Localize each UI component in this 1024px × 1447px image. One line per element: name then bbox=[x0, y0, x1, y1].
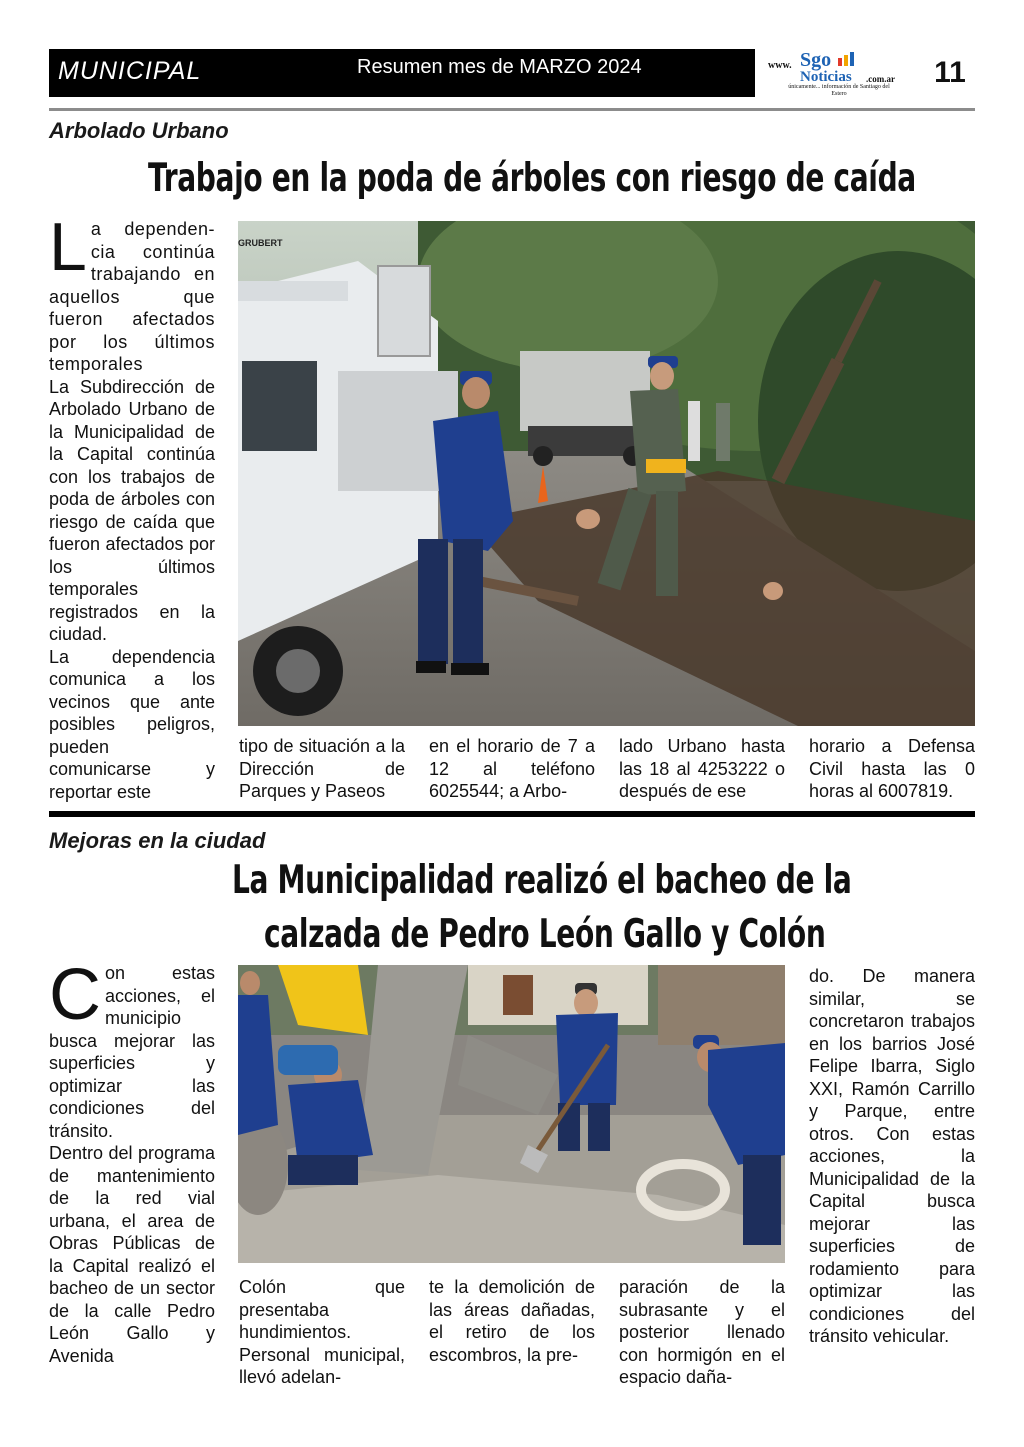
article1-column-4: lado Urbano hasta las 18 al 4253222 o después de ese bbox=[619, 736, 785, 801]
article2-column-3: te la demolición de las áreas dañadas, el retiro de los escombros, la pre- bbox=[429, 1277, 595, 1365]
article-divider bbox=[49, 811, 975, 817]
article1-paragraph-2: La Subdirección de Arbolado Urbano de la Municipalidad de la Capital continúa con los trabajos de poda de árboles con riesgo de caída que fueron afectados por los últimos temporales registrados en la ciudad. bbox=[49, 376, 215, 644]
article2-dropcap: C bbox=[49, 955, 101, 1035]
issue-summary: Resumen mes de MARZO 2024 bbox=[357, 56, 642, 78]
section-title: MUNICIPAL bbox=[58, 57, 202, 85]
article1-column-2: tipo de situación a la Dirección de Parques y Paseos bbox=[239, 736, 405, 801]
article2-column-2: Colón que presentaba hundimientos. Personal municipal, llevó adelan- bbox=[239, 1277, 405, 1387]
road-patching-photo bbox=[238, 965, 785, 1263]
article2-right-column: do. De manera similar, se concretaron trabajos en los barrios José Felipe Ibarra, Siglo XXI, Ramón Carrillo y Parque, entre otros. Con estas acciones, la Municipalidad de la Capital busca mejorar las superficies de rodamiento para optimizar las condiciones del tránsito vehicular. bbox=[809, 966, 975, 1346]
logo-bars-icon bbox=[838, 52, 854, 66]
article1-kicker: Arbolado Urbano bbox=[49, 118, 229, 143]
article2-kicker: Mejoras en la ciudad bbox=[49, 828, 266, 853]
truck-brand-text: GRUBERT bbox=[238, 238, 283, 248]
article1-left-column bbox=[49, 209, 215, 803]
article2-paragraph-2: Dentro del programa de mantenimiento de la red vial urbana, el area de Obras Públicas de la Capital realizó el bacheo de un sector de la calle Pedro León Gallo y Avenida bbox=[49, 1143, 215, 1366]
page-number: 11 bbox=[934, 56, 966, 89]
article2-left-column bbox=[49, 955, 215, 1367]
article2-column-4: paración de la subrasante y el posterior llenado con hormigón en el espacio daña- bbox=[619, 1277, 785, 1387]
logo-domain: .com.ar bbox=[866, 74, 895, 84]
article1-dropcap: L bbox=[49, 209, 87, 285]
logo-name-bottom: Noticias bbox=[800, 69, 852, 85]
logo-www: www. bbox=[768, 60, 792, 71]
article1-paragraph-3: La dependencia comunica a los vecinos que ante posibles peligros, pueden comunicarse y reportar este bbox=[49, 646, 215, 802]
tree-pruning-photo bbox=[238, 221, 975, 726]
header-divider bbox=[49, 108, 975, 111]
article2-intro: on estas acciones, el municipio busca mejorar las superficies y optimizar las condiciones del tránsito. bbox=[49, 963, 215, 1141]
article1-intro: a dependen-cia continúa trabajando en aquellos que fueron afectados por los últimos temporales bbox=[49, 219, 215, 374]
article1-column-3: en el horario de 7 a 12 al teléfono 6025544; a Arbo- bbox=[429, 736, 595, 801]
article2-title-line1: La Municipalidad realizó el bacheo de la bbox=[232, 858, 852, 903]
logo-name-top: Sgo bbox=[800, 49, 832, 71]
article2-title-line2: calzada de Pedro León Gallo y Colón bbox=[264, 912, 826, 957]
article1-column-5: horario a Defensa Civil hasta las 0 horas al 6007819. bbox=[809, 736, 975, 801]
logo-tagline: únicamente... información de Santiago del Estero bbox=[788, 84, 890, 97]
article1-title: Trabajo en la poda de árboles con riesgo de caída bbox=[148, 156, 916, 201]
